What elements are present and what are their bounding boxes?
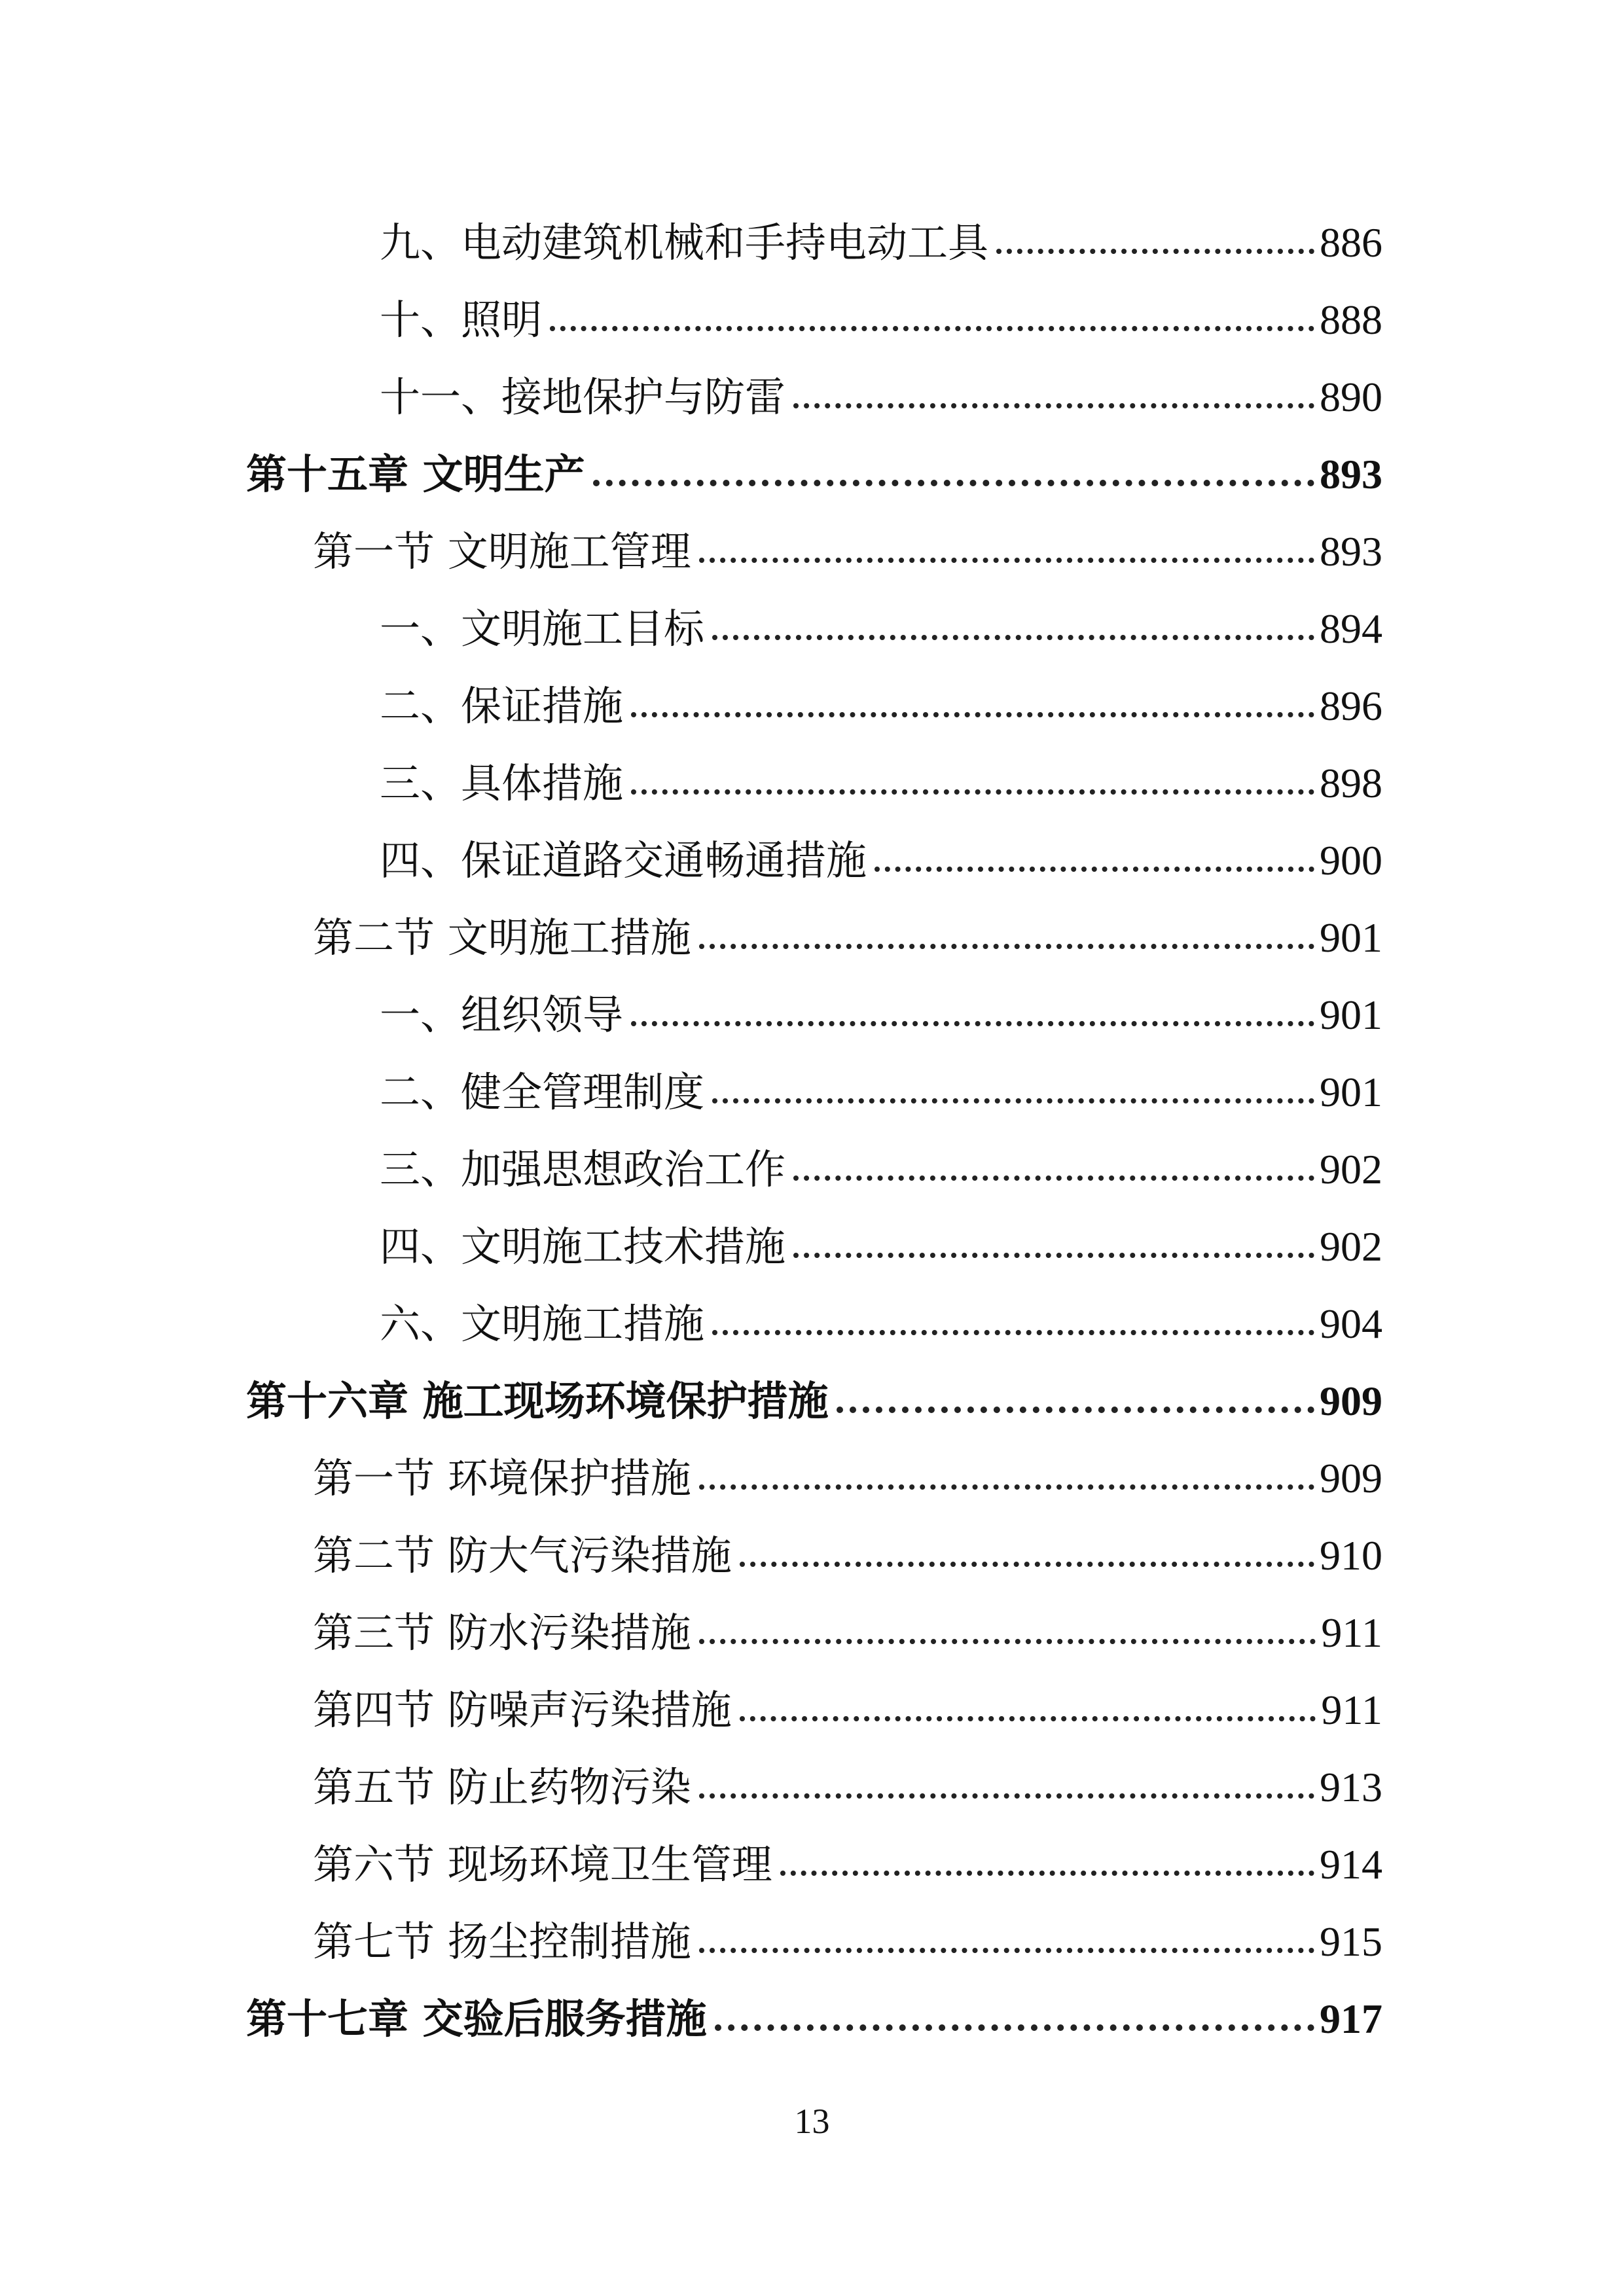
toc-entry-label: 一、组织领导: [380, 991, 624, 1039]
dot-leader: [550, 326, 1314, 331]
toc-entry-label: 第十六章 施工现场环境保护措施: [246, 1377, 829, 1425]
toc-entry-page: 911: [1321, 1609, 1382, 1656]
toc-entry-page: 901: [1320, 1069, 1382, 1115]
toc-section-entry[interactable]: [313, 1672, 1382, 1749]
toc-entry-label: 第六节 现场环境卫生管理: [313, 1840, 772, 1888]
dot-leader: [712, 1098, 1314, 1103]
toc-entry-page: 893: [1320, 528, 1382, 575]
toc-entry-label: 第七节 扬尘控制措施: [313, 1918, 691, 1965]
toc-section-entry[interactable]: [313, 1594, 1382, 1672]
toc-entry-label: 十一、接地保护与防雷: [380, 373, 786, 421]
toc-entry-page: 909: [1320, 1455, 1382, 1501]
toc-entry-label: 第二节 文明施工措施: [313, 914, 691, 961]
toc-entry-label: 十、照明: [380, 296, 543, 344]
dot-leader: [699, 558, 1314, 563]
toc-entry-page: 911: [1321, 1687, 1382, 1733]
toc-entry[interactable]: [380, 745, 1382, 822]
toc-entry-label: 九、电动建筑机械和手持电动工具: [380, 219, 989, 266]
toc-entry-label: 第十五章 文明生产: [246, 450, 585, 498]
toc-entry-page: 913: [1320, 1764, 1382, 1810]
toc-entry-page: 901: [1320, 992, 1382, 1038]
toc-entry-page: 915: [1320, 1918, 1382, 1965]
toc-entry-page: 904: [1320, 1300, 1382, 1347]
toc-entry-page: 910: [1320, 1532, 1382, 1579]
toc-chapter-entry[interactable]: [246, 1981, 1382, 2058]
toc-entry-page: 902: [1320, 1146, 1382, 1193]
toc-entry[interactable]: [380, 668, 1382, 745]
toc-section-entry[interactable]: [313, 1826, 1382, 1903]
toc-entry-label: 二、保证措施: [380, 682, 624, 730]
dot-leader: [593, 480, 1314, 486]
toc-entry-page: 890: [1320, 374, 1382, 420]
toc-entry[interactable]: [380, 204, 1382, 281]
toc-entry-page: 909: [1320, 1378, 1382, 1424]
toc-entry[interactable]: [380, 977, 1382, 1054]
toc-entry-page: 901: [1320, 914, 1382, 961]
toc-entry-page: 914: [1320, 1841, 1382, 1888]
toc-chapter-entry[interactable]: [246, 436, 1382, 513]
dot-leader: [699, 1639, 1316, 1644]
toc-entry-page: 886: [1320, 219, 1382, 266]
toc-entry-label: 第五节 防止药物污染: [313, 1763, 691, 1811]
dot-leader: [712, 635, 1314, 640]
toc-entry[interactable]: [380, 822, 1382, 899]
dot-leader: [699, 1948, 1314, 1953]
toc-entry-label: 第四节 防噪声污染措施: [313, 1686, 732, 1734]
toc-entry-label: 六、文明施工措施: [380, 1300, 705, 1348]
toc-entry-page: 896: [1320, 683, 1382, 729]
toc-entry-page: 893: [1320, 451, 1382, 497]
toc-entry-page: 917: [1320, 1996, 1382, 2042]
toc-entry-page: 888: [1320, 296, 1382, 343]
dot-leader: [793, 1175, 1314, 1181]
dot-leader: [631, 712, 1314, 717]
dot-leader: [740, 1716, 1316, 1721]
toc-section-entry[interactable]: [313, 899, 1382, 977]
dot-leader: [699, 944, 1314, 949]
toc-section-entry[interactable]: [313, 1749, 1382, 1826]
dot-leader: [699, 1484, 1314, 1490]
toc-entry[interactable]: [380, 1131, 1382, 1208]
dot-leader: [740, 1562, 1314, 1567]
dot-leader: [837, 1407, 1314, 1413]
dot-leader: [699, 1793, 1314, 1799]
dot-leader: [780, 1871, 1314, 1876]
toc-entry-label: 第一节 环境保护措施: [313, 1454, 691, 1502]
dot-leader: [793, 1253, 1314, 1258]
dot-leader: [631, 1021, 1314, 1026]
dot-leader: [712, 1330, 1314, 1335]
toc-entry[interactable]: [380, 1208, 1382, 1285]
toc-entry-label: 一、文明施工目标: [380, 605, 705, 653]
toc-entry-label: 第一节 文明施工管理: [313, 528, 691, 575]
toc-entry[interactable]: [380, 359, 1382, 436]
toc-entry-label: 第十七章 交验后服务措施: [246, 1995, 707, 2043]
page-number: 13: [794, 2102, 830, 2141]
toc-entry[interactable]: [380, 1054, 1382, 1131]
dot-leader: [631, 789, 1314, 795]
toc-entry-label: 四、文明施工技术措施: [380, 1223, 786, 1270]
dot-leader: [996, 249, 1314, 254]
dot-leader: [715, 2024, 1314, 2031]
toc-entry-label: 三、加强思想政治工作: [380, 1145, 786, 1193]
toc-section-entry[interactable]: [313, 1517, 1382, 1594]
toc-chapter-entry[interactable]: [246, 1363, 1382, 1440]
toc-entry-page: 900: [1320, 837, 1382, 884]
toc-entry[interactable]: [380, 590, 1382, 668]
toc-entry-page: 894: [1320, 605, 1382, 652]
toc-entry-label: 三、具体措施: [380, 759, 624, 807]
toc-entry-label: 四、保证道路交通畅通措施: [380, 836, 867, 884]
dot-leader: [875, 867, 1314, 872]
toc-section-entry[interactable]: [313, 513, 1382, 590]
toc-entry-label: 第三节 防水污染措施: [313, 1609, 691, 1657]
toc-entry-page: 898: [1320, 760, 1382, 806]
toc-entry-label: 二、健全管理制度: [380, 1068, 705, 1116]
dot-leader: [793, 403, 1314, 408]
toc-entry[interactable]: [380, 281, 1382, 359]
toc-entry-label: 第二节 防大气污染措施: [313, 1532, 732, 1579]
toc-entry[interactable]: [380, 1285, 1382, 1363]
toc-section-entry[interactable]: [313, 1440, 1382, 1517]
toc-section-entry[interactable]: [313, 1903, 1382, 1981]
toc-entry-page: 902: [1320, 1223, 1382, 1270]
